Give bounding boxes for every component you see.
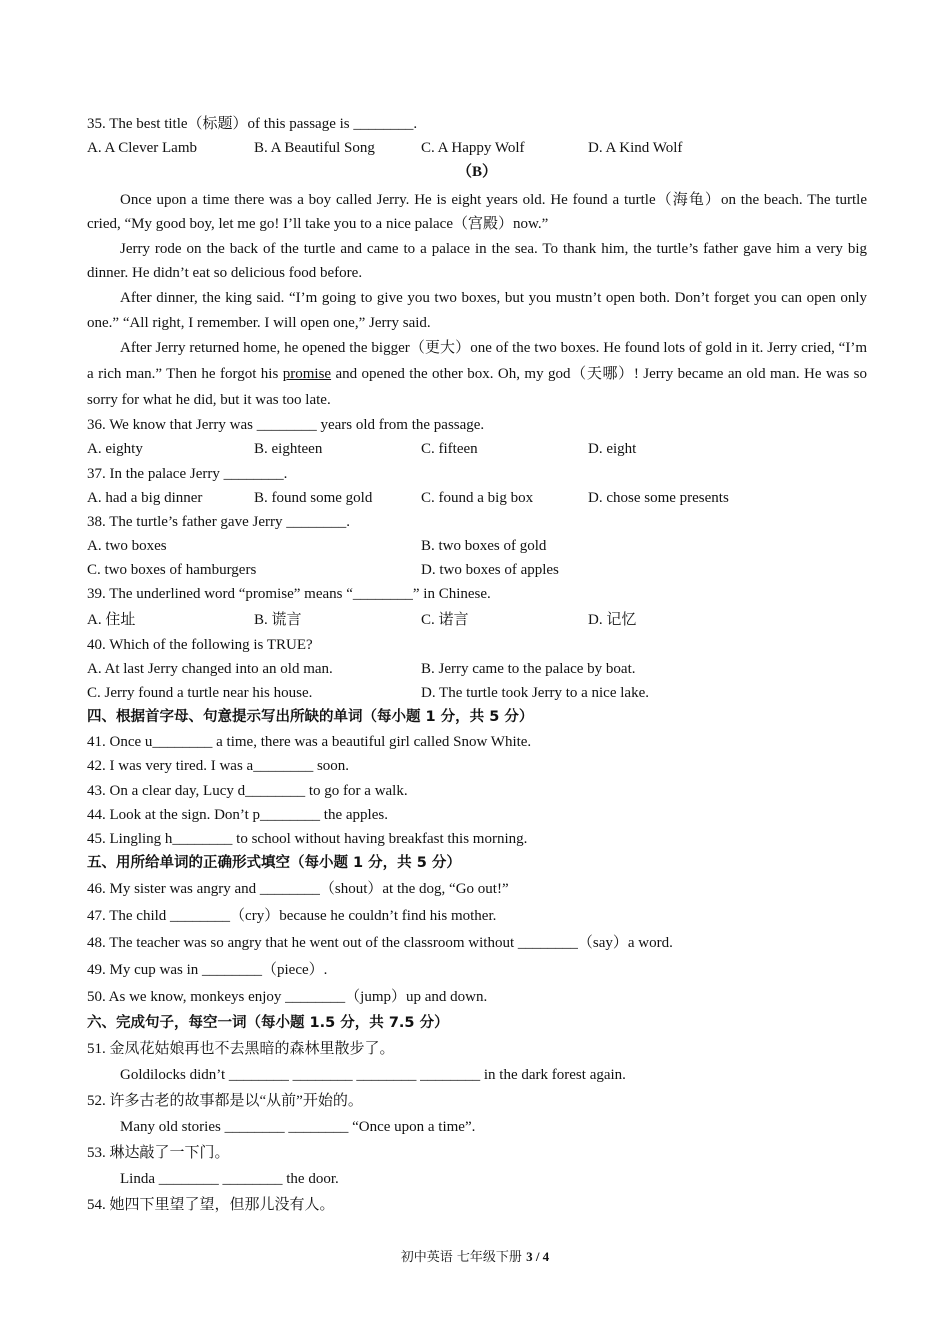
q37-stem: 37. In the palace Jerry ________. <box>87 465 288 482</box>
q52-chinese: 52. 许多古老的故事都是以“从前”开始的。 <box>87 1093 363 1110</box>
q43: 43. On a clear day, Lucy d________ to go for a walk. <box>87 782 408 799</box>
q40-option-a: A. At last Jerry changed into an old man. <box>87 660 333 677</box>
paragraph-4-text-after: and opened the other box. Oh, my god（天哪）! Jerry became an old man. He was so sorry for what he did, but it was too late. <box>87 366 867 409</box>
q40-option-b: B. Jerry came to the palace by boat. <box>421 660 636 677</box>
passage-b-heading: （B） <box>456 164 497 181</box>
q52-english: Many old stories ________ ________ “Once upon a time”. <box>120 1119 476 1136</box>
q38-stem: 38. The turtle’s father gave Jerry ________. <box>87 513 350 530</box>
q39-option-b: B. 谎言 <box>254 611 302 628</box>
section-4-title: 四、根据首字母、句意提示写出所缺的单词（每小题 1 分，共 5 分） <box>87 709 534 726</box>
q35-options <box>87 136 867 160</box>
q51-chinese: 51. 金凤花姑娘再也不去黑暗的森林里散步了。 <box>87 1041 395 1058</box>
q39-option-d: D. 记忆 <box>588 611 637 628</box>
q35-option-c: C. A Happy Wolf <box>421 140 525 157</box>
q53-english: Linda ________ ________ the door. <box>120 1171 339 1188</box>
page-footer <box>0 1246 950 1265</box>
q54-chinese: 54. 她四下里望了望，但那儿没有人。 <box>87 1197 335 1214</box>
q37-options <box>87 486 867 510</box>
q40-options-row-2 <box>87 681 867 705</box>
q50: 50. As we know, monkeys enjoy ________（jump）up and down. <box>87 989 488 1006</box>
q38-option-a: A. two boxes <box>87 538 167 555</box>
q35-stem: 35. The best title（标题）of this passage is ________. <box>87 116 418 132</box>
q40-stem: 40. Which of the following is TRUE? <box>87 636 313 653</box>
q38-option-b: B. two boxes of gold <box>421 538 547 555</box>
q48: 48. The teacher was so angry that he went out of the classroom without ________（say）a word. <box>87 935 673 952</box>
q37-option-d: D. chose some presents <box>588 489 729 506</box>
q39-stem: 39. The underlined word “promise” means “________” in Chinese. <box>87 586 491 603</box>
passage-b-paragraph-2: Jerry rode on the back of the turtle and came to a palace in the sea. To thank him, the turtle’s father gave him a very big dinner. He didn’t eat so delicious food before. <box>87 240 867 282</box>
q40-option-c: C. Jerry found a turtle near his house. <box>87 685 313 701</box>
section-5-title: 五、用所给单词的正确形式填空（每小题 1 分，共 5 分） <box>87 855 461 872</box>
page-number: 3 / 4 <box>526 1249 550 1264</box>
q40-options-row-1 <box>87 657 867 681</box>
q38-options-row-2 <box>87 558 867 582</box>
q41: 41. Once u________ a time, there was a beautiful girl called Snow White. <box>87 734 532 751</box>
underlined-word-promise: promise <box>282 366 332 383</box>
q38-option-c: C. two boxes of hamburgers <box>87 562 257 579</box>
q36-option-a: A. eighty <box>87 441 143 458</box>
q37-option-c: C. found a big box <box>421 489 534 506</box>
exam-page <box>87 112 867 1218</box>
q36-options <box>87 437 867 461</box>
q42: 42. I was very tired. I was a________ soon. <box>87 758 350 775</box>
q51-english: Goldilocks didn’t ________ ________ ________ ________ in the dark forest again. <box>120 1067 626 1084</box>
footer-label: 初中英语 七年级下册 <box>400 1250 527 1265</box>
q49: 49. My cup was in ________（piece）. <box>87 962 328 979</box>
section-6-title: 六、完成句子，每空一词（每小题 1.5 分，共 7.5 分） <box>87 1015 449 1032</box>
q38-option-d: D. two boxes of apples <box>421 562 559 579</box>
q37-option-b: B. found some gold <box>254 489 373 506</box>
q36-option-b: B. eighteen <box>254 441 323 458</box>
q36-stem: 36. We know that Jerry was ________ years old from the passage. <box>87 417 485 434</box>
q39-options <box>87 607 867 633</box>
q39-option-c: C. 诺言 <box>421 611 469 628</box>
q35-option-d: D. A Kind Wolf <box>588 140 683 157</box>
q39-option-a: A. 住址 <box>87 611 136 628</box>
q35-option-a: A. A Clever Lamb <box>87 140 197 157</box>
q53-chinese: 53. 琳达敲了一下门。 <box>87 1145 230 1162</box>
passage-b-paragraph-3: After dinner, the king said. “I’m going to give you two boxes, but you mustn’t open both. Don’t forget you can open only one.” “All right, I remember. I will open one,” Jerry said. <box>87 289 867 331</box>
q46: 46. My sister was angry and ________（shout）at the dog, “Go out!” <box>87 881 509 898</box>
q38-options-row-1 <box>87 534 867 558</box>
q47: 47. The child ________（cry）because he couldn’t find his mother. <box>87 908 497 925</box>
q45: 45. Lingling h________ to school without having breakfast this morning. <box>87 830 528 847</box>
paragraph-4-text-before: After Jerry returned home, he opened the bigger（更大）one of the two boxes. He found lots of gold in it. Jerry cried, “I’m a rich man.” Then he forgot his <box>87 340 867 383</box>
q37-option-a: A. had a big dinner <box>87 489 203 506</box>
passage-b-paragraph-1: Once upon a time there was a boy called Jerry. He is eight years old. He found a turtle（海龟）on the beach. The turtle cried, “My good boy, let me go! I’ll take you to a nice palace（宫殿）now.” <box>87 191 867 233</box>
q44: 44. Look at the sign. Don’t p________ the apples. <box>87 806 388 823</box>
passage-b-paragraph-4 <box>87 335 867 413</box>
q36-option-d: D. eight <box>588 441 637 458</box>
q35-option-b: B. A Beautiful Song <box>254 140 375 157</box>
q36-option-c: C. fifteen <box>421 441 478 458</box>
q40-option-d: D. The turtle took Jerry to a nice lake. <box>421 685 649 701</box>
